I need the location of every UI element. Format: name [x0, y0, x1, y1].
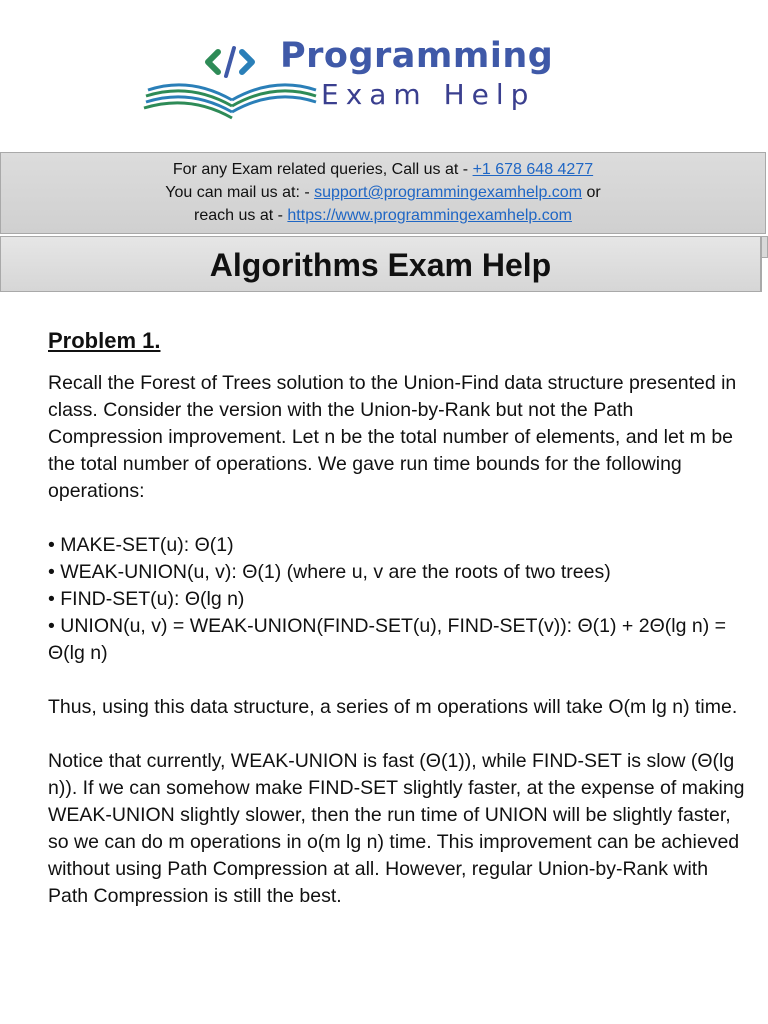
phone-prefix: For any Exam related queries, Call us at - — [172, 161, 469, 178]
problem-heading: Problem 1. — [48, 328, 161, 353]
logo — [140, 30, 620, 126]
title-bar-edge — [762, 236, 768, 258]
logo-title: Programming — [280, 36, 554, 76]
email-link[interactable]: support@programmingexamhelp.com — [314, 184, 583, 201]
problem-content — [48, 326, 748, 910]
website-link[interactable]: https://www.programmingexamhelp.com — [287, 207, 572, 224]
email-suffix: or — [586, 184, 601, 201]
contact-line-email — [1, 181, 765, 204]
list-item: • MAKE-SET(u): Θ(1) — [48, 534, 234, 556]
email-prefix: You can mail us at: - — [165, 184, 310, 201]
contact-box — [0, 152, 766, 234]
problem-paragraph-3: Notice that currently, WEAK-UNION is fast (Θ(1)), while FIND-SET is slow (Θ(lg n)). If we can somehow make FIND-SET slightly faster, at the expense of making WEAK-UNION slightly slower, then the run time of UNION will be slightly faster, so we can do m operations in o(m lg n) time. This improvement can be achieved without using Path Compression at all. However, regular Union-by-Rank with Path Compression is still the best. — [48, 750, 745, 907]
operation-list — [48, 532, 748, 667]
title-bar — [0, 236, 762, 292]
list-item: • WEAK-UNION(u, v): Θ(1) (where u, v are the roots of two trees) — [48, 561, 611, 583]
problem-intro: Recall the Forest of Trees solution to the Union-Find data structure presented in class. Consider the version with the Union-by-Rank but not the Path Compression improvement. Let n be the total number of elements, and let m be the total number of operations. We gave run time bounds for the following operations: — [48, 372, 737, 502]
contact-line-website — [1, 204, 765, 227]
website-prefix: reach us at - — [194, 207, 283, 224]
list-item: • FIND-SET(u): Θ(lg n) — [48, 588, 245, 610]
logo-subtitle: Exam Help — [321, 78, 536, 111]
page-title: Algorithms Exam Help — [209, 247, 552, 283]
contact-line-phone — [1, 158, 765, 181]
problem-paragraph-2: Thus, using this data structure, a series of m operations will take O(m lg n) time. — [48, 696, 738, 718]
phone-link[interactable]: +1 678 648 4277 — [472, 161, 594, 178]
list-item: • UNION(u, v) = WEAK-UNION(FIND-SET(u), FIND-SET(v)): Θ(1) + 2Θ(lg n) = Θ(lg n) — [48, 615, 726, 664]
